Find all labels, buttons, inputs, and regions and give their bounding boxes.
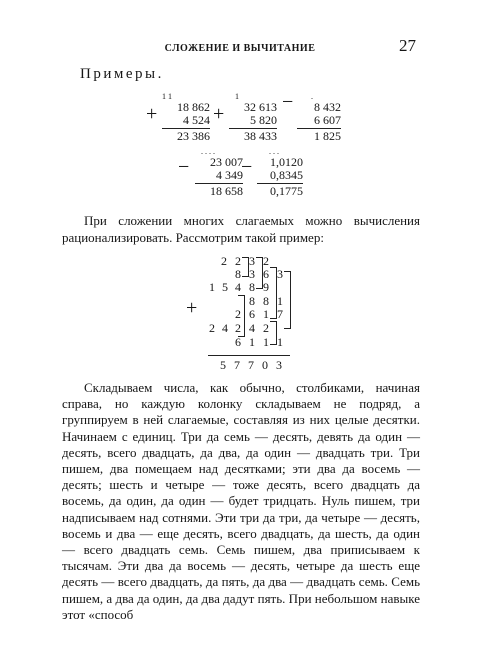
column-example-1 bbox=[162, 93, 210, 143]
carry-marks: 1 bbox=[235, 92, 239, 101]
digit: 1 bbox=[263, 307, 269, 321]
digit: 2 bbox=[221, 254, 227, 268]
column-example-4 bbox=[195, 148, 243, 198]
term: 18 862 bbox=[177, 100, 210, 114]
column-example-5 bbox=[257, 148, 303, 198]
digit: 3 bbox=[249, 267, 255, 281]
term: 0,8345 bbox=[270, 168, 303, 182]
digit: 6 bbox=[249, 307, 255, 321]
result: 23 386 bbox=[177, 129, 210, 143]
grouping-bracket bbox=[238, 295, 245, 337]
term: 1,0120 bbox=[270, 155, 303, 169]
digit: 2 bbox=[209, 321, 215, 335]
grouping-bracket bbox=[284, 271, 291, 329]
explanation-paragraph: Складываем числа, как обычно, столбиками, начиная справа, но каждую колонку складываем не подряд, а группируем в ней слагаемые, составляя из них целые десятки. Начинаем с единиц. Три да семь — десять, девять да один — десять, всего двадцать, да два, да один — двадцать три. Три пишем, два помещаем над десятками; эти два да восемь — десять; шесть и четыре — тоже десять, всего двадцать да восемь, да один, да один — будет тридцать. Нуль пишем, три надписываем над сотнями. Эти три да три, да четыре — десять, восемь и два — еще десять, всего двадцать, да шесть, да один — всего двадцать семь. Семь пишем, два приписываем к тысячам. Эти два да восемь — десять, четыре да шесть еще десять — всего двадцать, да пять, да два — двадцать семь. Семь пишем, а два да один, да два дадут пять. При небольшом навыке этот «способ bbox=[62, 380, 420, 622]
grouping-bracket bbox=[242, 257, 249, 277]
digit: 8 bbox=[249, 280, 255, 294]
page-header bbox=[0, 0, 480, 60]
term: 4 524 bbox=[183, 113, 210, 127]
digit: 3 bbox=[249, 254, 255, 268]
digit: 1 bbox=[263, 335, 269, 349]
borrow-dots: . . . . bbox=[201, 147, 215, 156]
digit: 5 bbox=[220, 358, 228, 372]
borrow-dots: . . . bbox=[269, 147, 279, 156]
digit: 1 bbox=[209, 280, 215, 294]
running-title: СЛОЖЕНИЕ И ВЫЧИТАНИЕ bbox=[164, 43, 316, 54]
operator-sign: − bbox=[282, 91, 294, 113]
result: 1 825 bbox=[314, 129, 341, 143]
digit: 7 bbox=[277, 307, 283, 321]
digit: 2 bbox=[235, 307, 241, 321]
digit: 5 bbox=[222, 280, 228, 294]
digit: 2 bbox=[263, 321, 269, 335]
operator-sign: − bbox=[241, 156, 253, 178]
digit: 9 bbox=[263, 280, 269, 294]
page-number: 27 bbox=[399, 36, 416, 55]
digit: 4 bbox=[222, 321, 228, 335]
digit: 1 bbox=[249, 335, 255, 349]
column-example-3 bbox=[297, 93, 341, 143]
grouping-bracket bbox=[270, 321, 277, 345]
digit: 4 bbox=[235, 280, 241, 294]
digit: 4 bbox=[249, 321, 255, 335]
result: 0,1775 bbox=[270, 184, 303, 198]
term: 8 432 bbox=[314, 100, 341, 114]
grouping-bracket bbox=[270, 267, 277, 319]
intro-paragraph: При сложении многих слагаемых можно вычисления рационализировать. Рассмотрим такой пример: bbox=[62, 213, 420, 245]
digit: 6 bbox=[263, 267, 269, 281]
borrow-dots: . bbox=[311, 92, 313, 101]
digit: 8 bbox=[249, 294, 255, 308]
digit: 7 bbox=[248, 358, 256, 372]
operator-sign: − bbox=[178, 156, 190, 178]
examples-heading: Примеры. bbox=[80, 66, 164, 82]
column-example-2 bbox=[229, 93, 277, 143]
grouping-bracket bbox=[256, 257, 263, 289]
grouped-addition-example bbox=[186, 255, 306, 375]
result: 38 433 bbox=[244, 129, 277, 143]
term: 5 820 bbox=[250, 113, 277, 127]
plus-sign: + bbox=[186, 297, 198, 319]
carry-marks: 1 1 bbox=[162, 92, 172, 101]
term: 4 349 bbox=[216, 168, 243, 182]
digit: 2 bbox=[263, 254, 269, 268]
term: 32 613 bbox=[244, 100, 277, 114]
result: 18 658 bbox=[210, 184, 243, 198]
digit: 3 bbox=[276, 358, 284, 372]
digit: 1 bbox=[277, 294, 283, 308]
term: 6 607 bbox=[314, 113, 341, 127]
term: 23 007 bbox=[210, 155, 243, 169]
digit: 7 bbox=[234, 358, 242, 372]
digit: 0 bbox=[262, 358, 270, 372]
sum-rule bbox=[208, 355, 290, 356]
digit: 3 bbox=[277, 267, 283, 281]
digit: 8 bbox=[235, 267, 241, 281]
digit: 2 bbox=[235, 321, 241, 335]
operator-sign: + bbox=[146, 103, 158, 125]
digit: 2 bbox=[235, 254, 241, 268]
digit: 6 bbox=[235, 335, 241, 349]
operator-sign: + bbox=[213, 103, 225, 125]
digit: 1 bbox=[277, 335, 283, 349]
digit: 8 bbox=[263, 294, 269, 308]
